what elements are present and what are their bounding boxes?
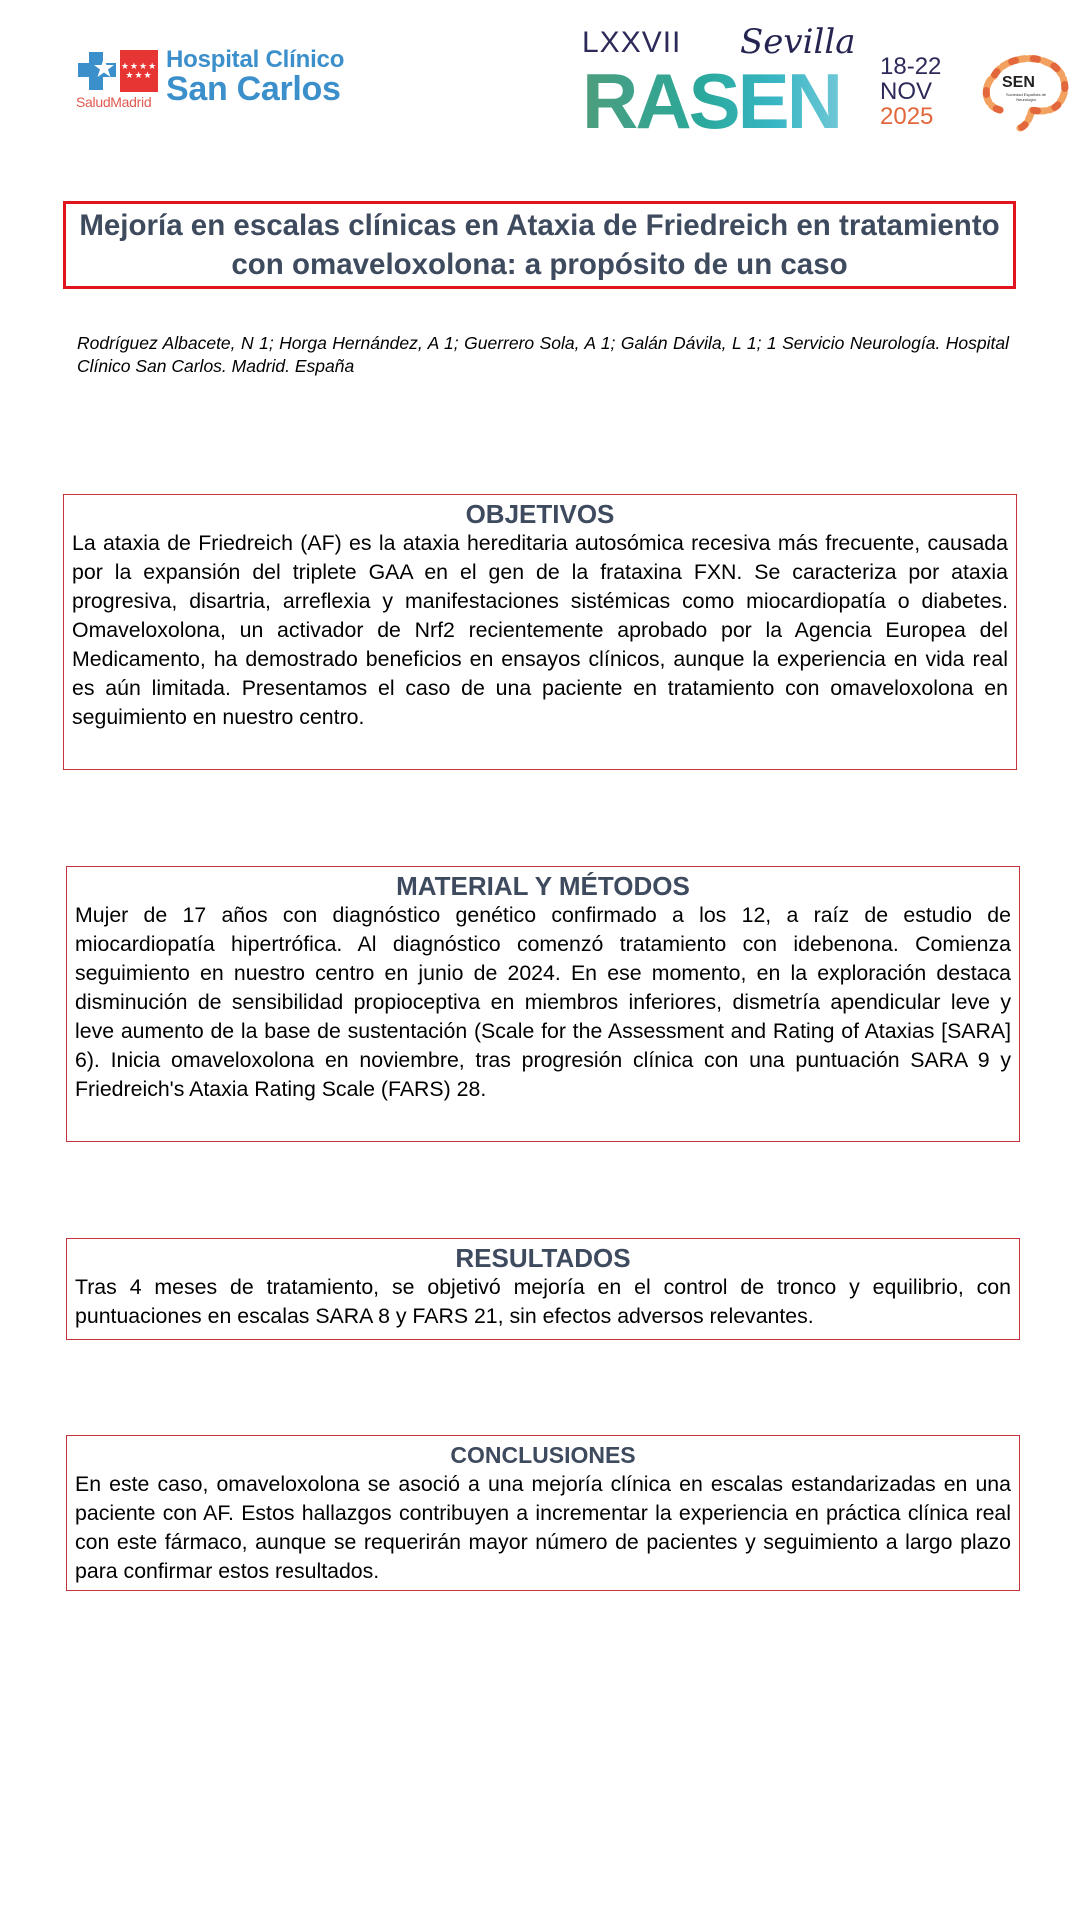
congress-logo bbox=[582, 18, 952, 145]
society-acronym: SEN bbox=[1002, 74, 1035, 91]
section-resultados bbox=[66, 1238, 1020, 1340]
congress-year: 2025 bbox=[880, 103, 934, 130]
section-conclusiones bbox=[66, 1435, 1020, 1591]
section-material-metodos bbox=[66, 866, 1020, 1142]
madrid-flag-icon: ★★★★ ★★★ bbox=[120, 50, 158, 92]
hospital-cross-star-icon bbox=[76, 50, 118, 92]
society-logo bbox=[980, 52, 1070, 132]
section-body: Mujer de 17 años con diagnóstico genético confirmado a los 12, a raíz de estudio de miocardiopatía hipertrófica. Al diagnóstico comenzó tratamiento con idebenona. Comienza seguimiento en nuestro centro en junio de 2024. En ese momento, en la exploración destaca disminución de sensibilidad propioceptiva en miembros inferiores, dismetría apendicular leve y leve aumento de la base de sustentación (Scale for the Assessment and Rating of Ataxias [SARA] 6). Inicia omaveloxolona en noviembre, tras progresión clínica con una puntuación SARA 9 y Friedreich's Ataxia Rating Scale (FARS) 28. bbox=[75, 903, 1011, 1101]
congress-month: NOV bbox=[880, 78, 933, 105]
hospital-logo bbox=[76, 46, 366, 116]
section-body: La ataxia de Friedreich (AF) es la ataxia hereditaria autosómica recesiva más frecuente, causada por la expansión del triplete GAA en el gen de la frataxina FXN. Se caracteriza por ataxia progresiva, disartria, arreflexia y manifestaciones sistémicas como miocardiopatía o diabetes. Omaveloxolona, un activador de Nrf2 recientemente aprobado por la Agencia Europea del Medicamento, ha demostrado beneficios en ensayos clínicos, aunque la experiencia en vida real es aún limitada. Presentamos el caso de una paciente en tratamiento con omaveloxolona en seguimiento en nuestro centro. bbox=[72, 531, 1008, 729]
poster-title: Mejoría en escalas clínicas en Ataxia de Friedreich en tratamiento con omaveloxolona: a propósito de un caso bbox=[79, 209, 1000, 281]
section-body: Tras 4 meses de tratamiento, se objetivó mejoría en el control de tronco y equilibrio, con puntuaciones en escalas SARA 8 y FARS 21, sin efectos adversos relevantes. bbox=[75, 1275, 1011, 1328]
congress-dates bbox=[880, 54, 941, 129]
title-box bbox=[63, 201, 1016, 289]
section-heading: RESULTADOS bbox=[455, 1243, 631, 1273]
hospital-name-line2: San Carlos bbox=[166, 70, 341, 108]
congress-name: RASEN bbox=[582, 57, 841, 145]
congress-city: Sevilla bbox=[740, 22, 856, 62]
section-objetivos bbox=[63, 494, 1017, 770]
hospital-name-line1: Hospital Clínico bbox=[166, 46, 345, 73]
society-full-name: Sociedad Española de Neurología bbox=[1005, 92, 1047, 102]
salud-madrid-label: SaludMadrid bbox=[76, 94, 152, 110]
section-heading: MATERIAL Y MÉTODOS bbox=[396, 871, 690, 901]
section-body: En este caso, omaveloxolona se asoció a una mejoría clínica en escalas estandarizadas en una paciente con AF. Estos hallazgos contribuyen a incrementar la experiencia en práctica clínica real con este fármaco, aunque se requerirán mayor número de pacientes y seguimiento a largo plazo para confirmar estos resultados. bbox=[75, 1472, 1011, 1583]
section-heading: CONCLUSIONES bbox=[450, 1442, 636, 1468]
congress-days: 18-22 bbox=[880, 53, 942, 80]
congress-edition: LXXVII bbox=[582, 26, 682, 59]
section-heading: OBJETIVOS bbox=[465, 499, 615, 529]
authors-affiliation: Rodríguez Albacete, N 1; Horga Hernández, A 1; Guerrero Sola, A 1; Galán Dávila, L 1; 1 Servicio Neurología. Hospital Clínico San Carlos. Madrid. España bbox=[77, 333, 1009, 376]
